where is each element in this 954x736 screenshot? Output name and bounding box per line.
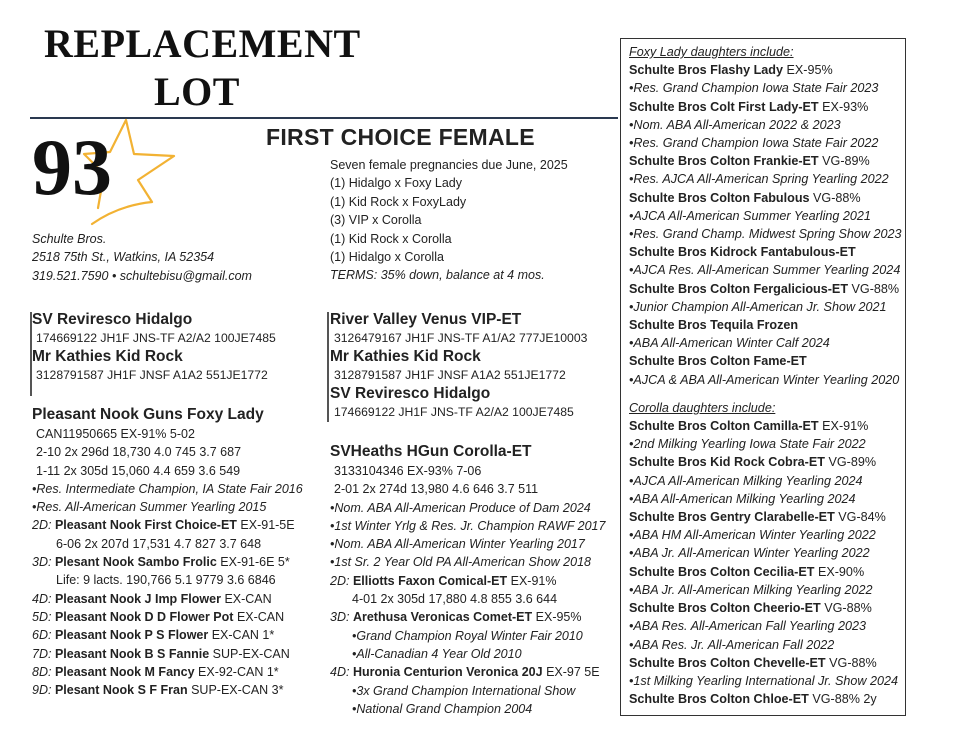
daughter-score: VG-88% 2y	[812, 692, 877, 707]
gen-name: Elliotts Faxon Comical-ET	[352, 573, 508, 588]
daughter-award: •1st Milking Yearling International Jr. Show 2024	[629, 673, 899, 688]
daughter-name: Schulte Bros Colton Camilla-ET	[629, 419, 819, 434]
right-pedigree	[330, 310, 587, 421]
gen-award: •Grand Champion Royal Winter Fair 2010	[352, 628, 583, 643]
daughter-score: VG-88%	[829, 655, 877, 670]
gen-score: EX-CAN 1*	[211, 628, 275, 643]
daughter-name: Schulte Bros Kid Rock Cobra-ET	[629, 455, 825, 470]
foxy-heading: Foxy Lady daughters include:	[629, 45, 794, 59]
mgs-id: 3128791587 JH1F JNSF A1A2 551JE1772	[334, 368, 566, 382]
dam-generation	[32, 663, 303, 681]
gen-score: SUP-EX-CAN	[212, 646, 290, 661]
gen-score: EX-CAN	[224, 591, 272, 606]
offering-line: (3) VIP x Corolla	[330, 213, 422, 228]
daughters-list	[629, 43, 902, 708]
left-dam	[32, 405, 303, 699]
dam-record: 1-11 2x 305d 15,060 4.4 659 3.6 549	[36, 463, 241, 478]
dam-record: 2-01 2x 274d 13,980 4.6 646 3.7 511	[334, 482, 539, 497]
dam-generation	[330, 663, 605, 681]
daughter-score: VG-88%	[813, 190, 861, 205]
dam-award: •1st Sr. 2 Year Old PA All-American Show 2018	[330, 555, 591, 570]
gen-award: •3x Grand Champion International Show	[352, 683, 576, 698]
dam-generation	[32, 626, 303, 644]
gen-score: EX-CAN	[236, 609, 285, 624]
gen-label: 4D:	[330, 665, 350, 680]
daughter-score: EX-91%	[822, 419, 869, 434]
daughter-award: •ABA All-American Winter Calf 2024	[629, 336, 830, 351]
lot-subtitle: FIRST CHOICE FEMALE	[266, 124, 535, 150]
headline-replacement: REPLACEMENT	[44, 21, 361, 66]
daughter-name: Schulte Bros Colton Chloe-ET	[629, 692, 809, 707]
consignor-name: Schulte Bros.	[32, 232, 107, 246]
dam-award: •Nom. ABA All-American Produce of Dam 2024	[330, 500, 591, 515]
daughter-name: Schulte Bros Colton Cheerio-ET	[629, 601, 821, 616]
daughter-award: •2nd Milking Yearling Iowa State Fair 2022	[629, 437, 866, 452]
daughter-name: Schulte Bros Colton Frankie-ET	[629, 154, 819, 169]
gen-label: 5D:	[32, 609, 52, 624]
mgs-name: Mr Kathies Kid Rock	[330, 348, 481, 365]
gen-label: 7D:	[32, 646, 52, 661]
daughter-award: •Res. Grand Champion Iowa State Fair 2022	[629, 136, 879, 151]
offering-line: (1) Kid Rock x Corolla	[330, 231, 452, 246]
gen-score: SUP-EX-CAN 3*	[191, 683, 284, 698]
gen-score: EX-91-6E 5*	[220, 555, 290, 570]
daughter-score: VG-89%	[822, 154, 870, 169]
gen-score: EX-91-5E	[240, 518, 295, 533]
daughter-award: •ABA Jr. All-American Milking Yearling 2022	[629, 582, 873, 597]
lot-number: 93	[32, 124, 112, 212]
daughter-name: Schulte Bros Gentry Clarabelle-ET	[629, 510, 835, 525]
daughter-award: •ABA Jr. All-American Winter Yearling 2022	[629, 546, 870, 561]
daughter-name: Schulte Bros Tequila Frozen	[629, 318, 799, 333]
gen-name: Pleasant Nook First Choice-ET	[54, 518, 237, 533]
dam-generation	[32, 608, 303, 626]
daughter-score: EX-93%	[822, 99, 869, 114]
gen-label: 2D:	[32, 518, 52, 533]
offering-line: (1) Hidalgo x Foxy Lady	[330, 176, 463, 191]
daughter-award: •AJCA Res. All-American Summer Yearling 2024	[629, 263, 901, 278]
dam-generation	[330, 572, 605, 590]
daughter-name: Schulte Bros Flashy Lady	[629, 63, 783, 78]
daughter-name: Schulte Bros Colt First Lady-ET	[629, 99, 819, 114]
offering-terms: TERMS: 35% down, balance at 4 mos.	[330, 268, 545, 283]
consignor-address: 2518 75th St., Watkins, IA 52354	[32, 250, 215, 265]
pedigree-bracket	[327, 312, 329, 422]
daughter-name: Schulte Bros Colton Fabulous	[629, 190, 810, 205]
headline-lot: LOT	[154, 69, 240, 114]
gen-label: 3D:	[32, 555, 52, 570]
daughter-award: •ABA Res. All-American Fall Yearling 2023	[629, 619, 867, 634]
gen-award: •All-Canadian 4 Year Old 2010	[352, 646, 522, 661]
daughter-name: Schulte Bros Colton Fergalicious-ET	[629, 281, 849, 296]
mgs-id: 3128791587 JH1F JNSF A1A2 551JE1772	[36, 368, 268, 382]
gen-award: •National Grand Champion 2004	[352, 701, 533, 716]
dam-award: •Nom. ABA All-American Winter Yearling 2017	[330, 537, 585, 552]
daughter-award: •Res. Grand Champ. Midwest Spring Show 2023	[629, 227, 902, 242]
daughter-score: EX-90%	[817, 564, 865, 579]
daughter-name: Schulte Bros Kidrock Fantabulous-ET	[629, 245, 856, 260]
offering-line: Seven female pregnancies due June, 2025	[330, 158, 568, 172]
gen-label: 8D:	[32, 664, 52, 679]
daughter-name: Schulte Bros Colton Chevelle-ET	[629, 655, 826, 670]
daughter-name: Schulte Bros Colton Fame-ET	[629, 354, 807, 369]
gen-label: 3D:	[330, 610, 350, 625]
dam-id: CAN11950665 EX-91% 5-02	[36, 427, 195, 441]
daughter-award: •Junior Champion All-American Jr. Show 2021	[629, 299, 887, 314]
mgs-id: 174669122 JH1F JNS-TF A2/A2 100JE7485	[334, 405, 574, 419]
gen-score: EX-95%	[535, 610, 582, 625]
corolla-heading: Corolla daughters include:	[629, 400, 776, 415]
gen-record: 6-06 2x 207d 17,531 4.7 827 3.7 648	[56, 536, 262, 551]
dam-generation	[330, 608, 605, 626]
daughters-sidebar	[620, 38, 906, 716]
daughter-score: VG-89%	[828, 455, 877, 470]
daughter-score: VG-88%	[851, 281, 900, 296]
daughter-score: EX-95%	[786, 63, 833, 78]
gen-name: Pleasant Nook D D Flower Pot	[54, 609, 234, 624]
mgs-name: Mr Kathies Kid Rock	[32, 348, 183, 365]
dam-generation	[32, 553, 303, 571]
right-dam	[330, 442, 605, 718]
consignor-contact: 319.521.7590 • schultebisu@gmail.com	[32, 268, 252, 283]
daughter-award: •Res. Grand Champion Iowa State Fair 2023	[629, 81, 879, 96]
left-pedigree	[32, 310, 276, 384]
gen-name: Pleasant Nook P S Flower	[54, 628, 209, 643]
dam-award: •Res. Intermediate Champion, IA State Fair 2016	[32, 481, 303, 496]
daughter-award: •ABA HM All-American Winter Yearling 2022	[629, 528, 876, 543]
gen-record: 4-01 2x 305d 17,880 4.8 855 3.6 644	[352, 592, 558, 607]
dam-generation	[32, 681, 303, 699]
daughter-award: •AJCA & ABA All-American Winter Yearling 2020	[629, 372, 900, 387]
gen-label: 2D:	[330, 573, 350, 588]
sire-id: 3126479167 JH1F JNS-TF A1/A2 777JE10003	[334, 331, 588, 345]
dam-award: •Res. All-American Summer Yearling 2015	[32, 500, 267, 515]
daughter-award: •Nom. ABA All-American 2022 & 2023	[629, 117, 841, 132]
gen-record: Life: 9 lacts. 190,766 5.1 9779 3.6 6846	[56, 573, 276, 588]
offering-block	[330, 156, 568, 285]
sire-name: SV Reviresco Hidalgo	[32, 311, 193, 328]
offering-line: (1) Hidalgo x Corolla	[330, 250, 444, 265]
gen-name: Plesant Nook Sambo Frolic	[54, 555, 217, 570]
consignor-block	[32, 230, 252, 285]
daughter-award: •AJCA All-American Milking Yearling 2024	[629, 473, 863, 488]
mgs-name: SV Reviresco Hidalgo	[330, 385, 491, 402]
dam-generation	[32, 645, 303, 663]
dam-generation	[32, 516, 303, 534]
sire-name: River Valley Venus VIP-ET	[330, 311, 522, 328]
daughter-award: •ABA Res. Jr. All-American Fall 2022	[629, 637, 835, 652]
gen-name: Arethusa Veronicas Comet-ET	[352, 610, 533, 625]
daughter-award: •AJCA All-American Summer Yearling 2021	[629, 208, 871, 223]
daughter-award: •ABA All-American Milking Yearling 2024	[629, 491, 856, 506]
gen-name: Plesant Nook S F Fran	[54, 683, 188, 698]
gen-label: 4D:	[32, 591, 52, 606]
gen-score: EX-92-CAN 1*	[198, 664, 279, 679]
gen-name: Pleasant Nook B S Fannie	[54, 646, 210, 661]
offering-line: (1) Kid Rock x FoxyLady	[330, 194, 467, 209]
dam-record: 2-10 2x 296d 18,730 4.0 745 3.7 687	[36, 445, 242, 460]
daughter-score: VG-84%	[838, 510, 886, 525]
gen-label: 6D:	[32, 628, 52, 643]
dam-generation	[32, 590, 303, 608]
sire-id: 174669122 JH1F JNS-TF A2/A2 100JE7485	[36, 331, 276, 345]
daughter-award: •Res. AJCA All-American Spring Yearling 2022	[629, 172, 889, 187]
dam-id: 3133104346 EX-93% 7-06	[334, 464, 482, 478]
gen-name: Huronia Centurion Veronica 20J	[352, 665, 543, 680]
gen-label: 9D:	[32, 683, 52, 698]
gen-name: Pleasant Nook M Fancy	[54, 664, 195, 679]
dam-award: •1st Winter Yrlg & Res. Jr. Champion RAWF 2017	[330, 518, 606, 533]
daughter-name: Schulte Bros Colton Cecilia-ET	[629, 564, 815, 579]
gen-score: EX-91%	[510, 573, 557, 588]
dam-name: SVHeaths HGun Corolla-ET	[330, 443, 532, 460]
gen-name: Pleasant Nook J Imp Flower	[54, 591, 221, 606]
dam-name: Pleasant Nook Guns Foxy Lady	[32, 406, 264, 423]
gen-score: EX-97 5E	[546, 665, 600, 680]
daughter-score: VG-88%	[824, 601, 872, 616]
